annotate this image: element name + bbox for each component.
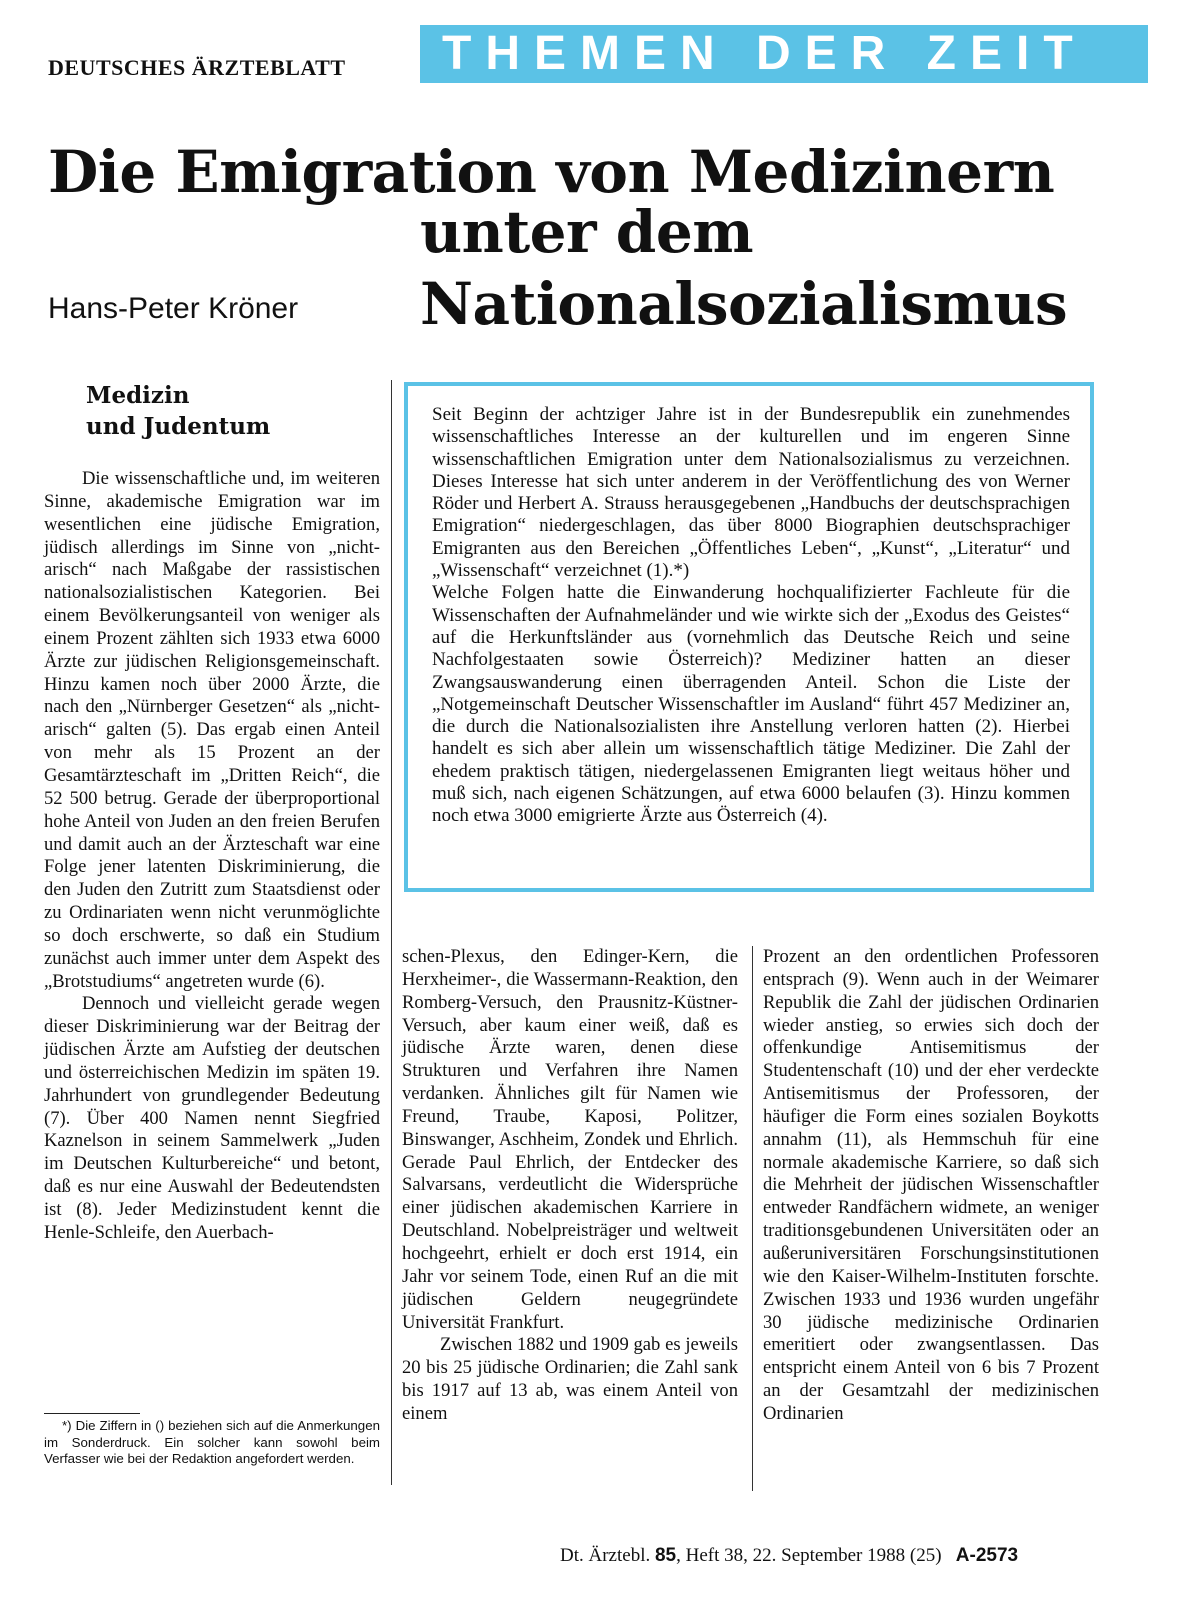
author-name: Hans-Peter Kröner [48,292,299,325]
footer-journal: Dt. Ärztebl. [560,1545,651,1566]
column-divider [391,380,392,1485]
article-title-line-3: Nationalsozialismus [420,270,1068,338]
abstract-box [404,382,1094,892]
masthead: DEUTSCHES ÄRZTEBLATT [48,55,346,80]
page-footer [560,1545,1018,1567]
body-column-1 [44,468,380,1245]
footer-issue-date: , Heft 38, 22. September 1988 (25) [676,1545,942,1566]
section-subheading [86,380,386,442]
body-paragraph: schen-Plexus, den Edinger-Kern, die Herxheimer-, die Wassermann-Reaktion, den Romberg-Versuch, den Prausnitz-Küstner-Versuch, aber kaum einer weiß, daß es jüdische Ärzte waren, denen diese Strukturen und Verfahren ihre Namen verdanken. Ähnliches gilt für Namen wie Freund, Traube, Kaposi, Politzer, Binswanger, Aschheim, Zondek und Ehrlich. Gerade Paul Ehrlich, der Entdecker des Salvarsans, verdeutlicht die Widersprüche einer jüdischen akademischen Karriere in Deutschland. Nobelpreisträger und weltweit hochgeehrt, erhielt er doch erst 1914, ein Jahr vor seinem Tode, einen Ruf an die mit jüdischen Geldern neugegründete Universität Frankfurt. [402,946,738,1333]
footnote-rule [44,1413,140,1414]
footnote [44,1418,380,1468]
subheading-line-2: und Judentum [86,413,271,440]
footer-page-number: A-2573 [955,1545,1019,1566]
abstract-paragraph: Welche Folgen hatte die Einwanderung hochqualifizierter Fachleute für die Wissenschaften der Aufnahmeländer und wie wirkte sich der „Exodus des Geistes“ auf die Herkunftsländer aus (vornehmlich das Deutsche Reich und seine Nachfolgestaaten sowie Österreich)? Mediziner hatten an dieser Zwangsauswanderung einen überragenden Anteil. Schon die Liste der „Notgemeinschaft Deutscher Wissenschaftler im Ausland“ führt 457 Mediziner an, die durch die Nationalsozialisten ihre Anstellung verloren hatten (2). Hierbei handelt es sich aber allein um wissenschaftlich tätige Mediziner. Die Zahl der ehedem praktisch tätigen, niedergelassenen Emigranten liegt weitaus höher und muß sich, nach eigenen Schätzungen, auf etwa 6000 belaufen (3). Hinzu kommen noch etwa 3000 emigrierte Ärzte aus Österreich (4). [432,582,1070,827]
column-divider [752,946,753,1491]
body-paragraph: Prozent an den ordentlichen Professoren entsprach (9). Wenn auch in der Weimarer Republik die Zahl der jüdischen Ordinarien wieder anstieg, so erwies sich doch der offenkundige Antisemitismus der Studentenschaft (10) und der eher verdeckte Antisemitismus der Professoren, der häufiger die Form eines sozialen Boykotts annahm (11), als Hemmschuh für eine normale akademische Karriere, so daß sich die Mehrheit der jüdischen Wissenschaftler entweder Randfächern widmete, an weniger traditionsgebundenen Universitäten oder an außeruniversitären Forschungsinstitutionen wie den Kaiser-Wilhelm-Instituten forschte. Zwischen 1933 und 1936 wurden ungefähr 30 jüdische medizinische Ordinarien emeritiert oder zwangsentlassen. Das entspricht einem Anteil von 6 bis 7 Prozent an der Gesamtzahl der medizinischen Ordinarien [763,946,1099,1424]
abstract-paragraph: Seit Beginn der achtziger Jahre ist in der Bundesrepublik ein zunehmendes wissenschaftliches Interesse an der kulturellen und im engeren Sinne wissenschaftlichen Emigration unter dem Nationalsozialismus zu verzeichnen. Dieses Interesse hat sich unter anderem in der Veröffentlichung des von Werner Röder und Herbert A. Strauss herausgegebenen „Handbuchs der deutschsprachigen Emigration“ niedergeschlagen, das über 8000 Biographien deutschsprachiger Emigranten aus den Bereichen „Öffentliches Leben“, „Kunst“, „Literatur“ und „Wissenschaft“ verzeichnet (1).*) [432,404,1070,582]
footnote-text: *) Die Ziffern in () beziehen sich auf die Anmerkungen im Sonderdruck. Ein solcher kann sowohl beim Verfasser wie bei der Redaktion angefordert werden. [44,1418,380,1466]
body-paragraph: Zwischen 1882 und 1909 gab es jeweils 20 bis 25 jüdische Ordinarien; die Zahl sank bis 1917 auf 13 ab, was einem Anteil von einem [402,1334,738,1424]
article-title-line-2: unter dem [420,198,754,266]
footer-volume: 85 [654,1545,677,1566]
section-banner: THEMEN DER ZEIT [420,25,1148,83]
body-column-2 [402,946,738,1426]
body-paragraph: Dennoch und vielleicht gerade wegen dieser Diskriminierung war der Beitrag der jüdischen Ärzte am Aufstieg der deutschen und österreichischen Medizin im späten 19. Jahrhundert von grundlegender Bedeutung (7). Über 400 Namen nennt Siegfried Kaznelson in seinem Sammelwerk „Juden im Deutschen Kulturbereiche“ und betont, daß es nur eine Auswahl der Bedeutendsten ist (8). Jeder Medizinstudent kennt die Henle-Schleife, den Auerbach- [44,993,380,1243]
article-title-line-1: Die Emigration von Medizinern [48,138,1055,206]
body-column-3 [763,946,1099,1426]
subheading-line-1: Medizin [86,382,190,409]
body-paragraph: Die wissenschaftliche und, im weiteren Sinne, akademische Emigration war im wesentlichen eine jüdische Emigration, jüdisch allerdings im Sinne von „nicht-arisch“ nach Maßgabe der rassistischen nationalsozialistischen Kategorien. Bei einem Bevölkerungsanteil von weniger als einem Prozent zählten sich 1933 etwa 6000 Ärzte zur jüdischen Religionsgemeinschaft. Hinzu kamen noch über 2000 Ärzte, die nach den „Nürnberger Gesetzen“ als „nicht-arisch“ galten (5). Das ergab einen Anteil von mehr als 15 Prozent an der Gesamtärzteschaft im „Dritten Reich“, die 52 500 betrug. Gerade der überproportional hohe Anteil von Juden an den freien Berufen und damit auch an der Ärzteschaft war eine Folge jener latenten Diskriminierung, die den Juden den Zutritt zum Staatsdienst oder zu Ordinariaten wenn nicht verunmöglichte so doch erschwerte, so daß ein Studium zunächst auch immer unter dem Aspekt des „Brotstudiums“ angetreten wurde (6). [44,468,380,992]
